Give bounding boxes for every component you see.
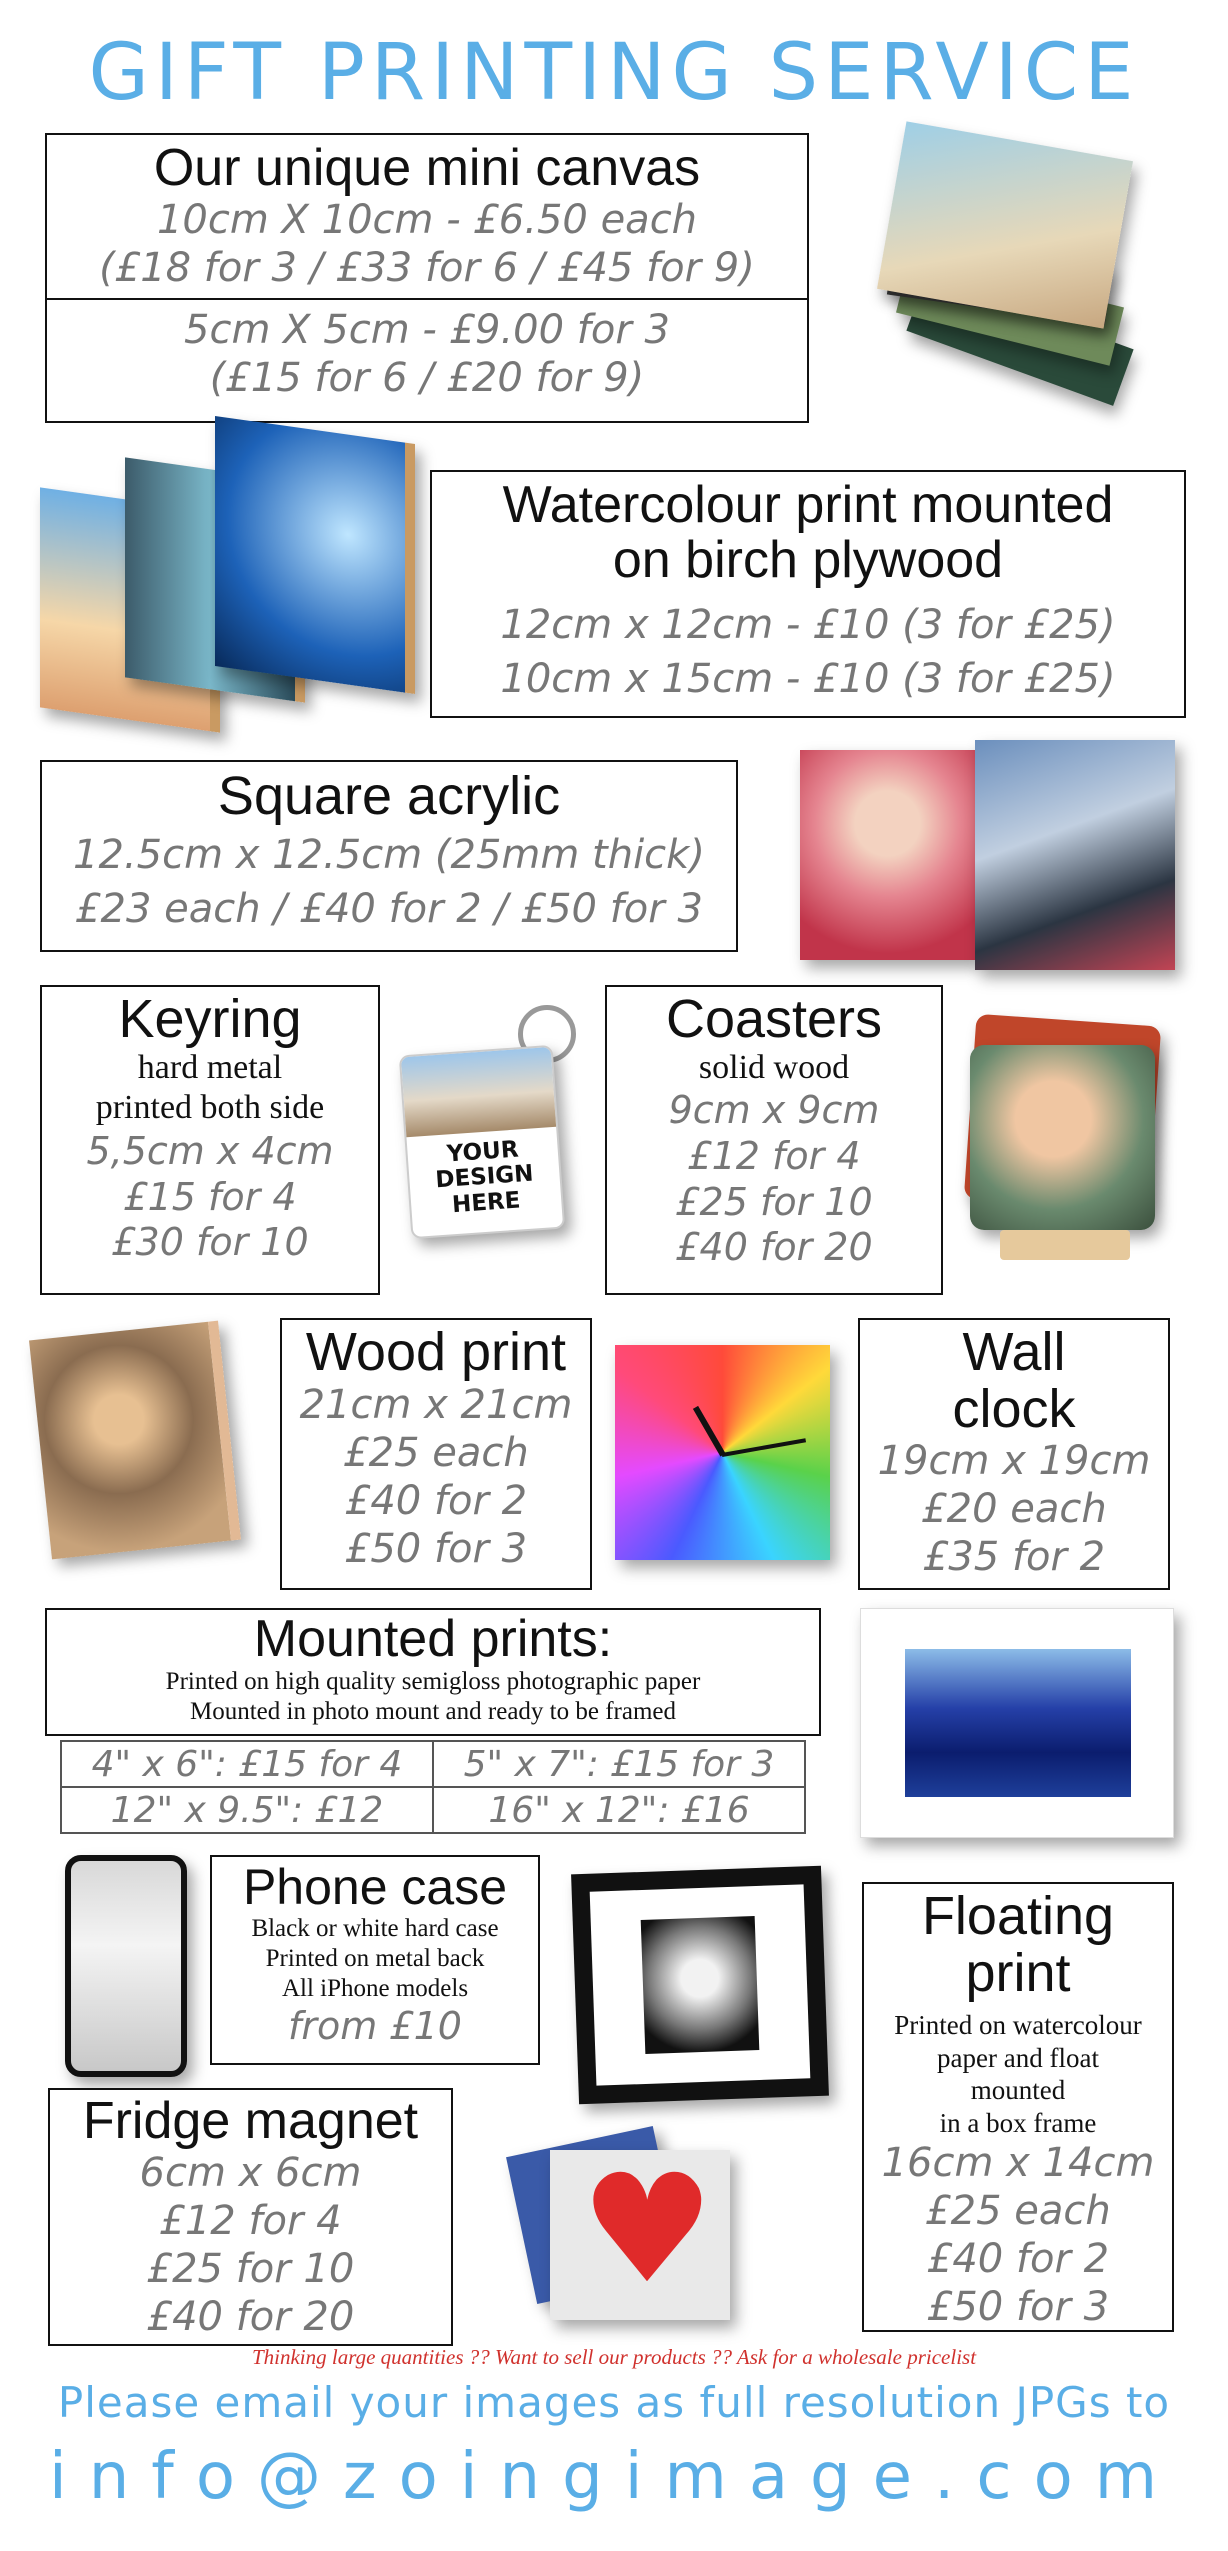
keyring-title: Keyring (118, 989, 302, 1049)
phone-case-desc-2: Printed on metal back (265, 1944, 485, 1972)
wholesale-note: Thinking large quantities ?? Want to sell our products ?? Ask for a wholesale pricelist (251, 2345, 977, 2369)
floating-print-desc-2: paper and float (937, 2042, 1099, 2073)
floating-print-price-2: £40 for 2 (926, 2235, 1110, 2282)
mounted-print-image (860, 1608, 1174, 1838)
coasters-size: 9cm x 9cm (668, 1088, 880, 1133)
coasters-title: Coasters (665, 989, 883, 1049)
fridge-magnet-price-1: £12 for 4 (159, 2197, 342, 2244)
mini-canvas-divider (47, 298, 807, 300)
floating-print-title-1: Floating (921, 1886, 1115, 1946)
page-title: GIFT PRINTING SERVICE (88, 28, 1140, 118)
floating-print-price-3: £50 for 3 (926, 2283, 1110, 2330)
wood-print-box (280, 1318, 592, 1590)
table-cell: 5" x 7": £15 for 3 (433, 1741, 805, 1787)
wood-print-price-2: £40 for 2 (344, 1477, 528, 1524)
mini-canvas-line4: (£15 for 6 / £20 for 9) (209, 354, 645, 401)
wall-clock-price-2: £35 for 2 (922, 1534, 1106, 1581)
floating-print-size: 16cm x 14cm (881, 2139, 1155, 2186)
keyring-price-1: £15 for 4 (123, 1174, 297, 1219)
acrylic-image-family (975, 740, 1175, 970)
mini-canvas-title: Our unique mini canvas (153, 139, 701, 197)
watercolour-title-1: Watercolour print mounted (502, 476, 1114, 534)
wall-clock-image (615, 1345, 830, 1560)
watercolour-title-2: on birch plywood (612, 530, 1004, 589)
fridge-magnet-box (48, 2088, 453, 2346)
floating-print-title-2: print (965, 1942, 1071, 2003)
coasters-price-3: £40 for 20 (675, 1225, 873, 1270)
keyring-desc-1: hard metal (137, 1048, 283, 1086)
phone-case-title: Phone case (242, 1859, 508, 1915)
phone-case-box (210, 1855, 540, 2065)
floating-print-price-1: £25 each (925, 2187, 1111, 2234)
coasters-image (960, 1020, 1170, 1270)
acrylic-line1: 12.5cm x 12.5cm (25mm thick) (73, 831, 705, 878)
fridge-magnet-size: 6cm x 6cm (139, 2149, 362, 2196)
phone-case-price: from £10 (288, 2003, 462, 2048)
floating-print-desc-4: in a box frame (939, 2107, 1097, 2138)
acrylic-image-baby (800, 750, 975, 960)
floating-print-box (862, 1882, 1174, 2332)
wall-clock-box (858, 1318, 1170, 1590)
coasters-price-2: £25 for 10 (675, 1179, 873, 1224)
wood-print-title: Wood print (305, 1322, 567, 1382)
watercolour-box (430, 470, 1186, 718)
mini-canvas-line1: 10cm X 10cm - £6.50 each (156, 196, 698, 243)
wall-clock-size: 19cm x 19cm (877, 1438, 1151, 1485)
coasters-price-1: £12 for 4 (687, 1134, 861, 1179)
mounted-prints-desc-1: Printed on high quality semigloss photographic paper (165, 1667, 701, 1695)
fridge-magnet-price-3: £40 for 20 (146, 2293, 355, 2340)
coasters-desc: solid wood (698, 1048, 850, 1086)
wall-clock-title-2: clock (952, 1378, 1076, 1439)
heart-icon: ♥ (580, 2143, 715, 2317)
table-row (61, 1741, 805, 1787)
keyring-box (40, 985, 380, 1295)
acrylic-line2: £23 each / £40 for 2 / £50 for 3 (75, 885, 703, 932)
clock-hand-hour (693, 1406, 726, 1457)
mounted-prints-title: Mounted prints: (253, 1610, 613, 1668)
keyring-tag-text: YOUR DESIGN HERE (434, 1136, 535, 1218)
mounted-prints-table (60, 1740, 806, 1834)
watercolour-line2: 10cm x 15cm - £10 (3 for £25) (500, 656, 1116, 703)
phone-case-desc-3: All iPhone models (281, 1974, 469, 2002)
keyring-desc-2: printed both side (95, 1089, 325, 1127)
coasters-box (605, 985, 943, 1295)
fridge-magnet-price-2: £25 for 10 (146, 2245, 355, 2292)
birch-plywood-image (40, 430, 420, 730)
table-cell: 4" x 6": £15 for 4 (61, 1741, 433, 1787)
box-frame-image (571, 1866, 829, 2105)
table-cell: 12" x 9.5": £12 (61, 1787, 433, 1833)
keyring-price-2: £30 for 10 (111, 1220, 309, 1265)
wall-clock-title-1: Wall (962, 1322, 1066, 1382)
mini-canvas-image (870, 140, 1170, 440)
wood-print-size: 21cm x 21cm (299, 1381, 573, 1428)
mounted-prints-box (45, 1608, 821, 1736)
email-instruction: Please email your images as full resolution JPGs to (57, 2378, 1171, 2427)
email-link[interactable]: info@zoingimage.com (48, 2440, 1180, 2514)
phone-case-image (65, 1855, 187, 2077)
keyring-size: 5,5cm x 4cm (86, 1129, 334, 1174)
fridge-magnet-image (510, 2130, 750, 2330)
floating-print-desc-1: Printed on watercolour (894, 2010, 1142, 2041)
mini-canvas-line2: (£18 for 3 / £33 for 6 / £45 for 9) (99, 244, 755, 291)
wood-print-image (29, 1321, 241, 1560)
clock-hand-minute (722, 1438, 806, 1457)
wall-clock-price-1: £20 each (921, 1486, 1107, 1533)
table-cell: 16" x 12": £16 (433, 1787, 805, 1833)
acrylic-box (40, 760, 738, 952)
mini-canvas-box (45, 133, 809, 423)
wood-print-price-3: £50 for 3 (344, 1525, 528, 1572)
keyring-image (400, 1005, 580, 1235)
table-row (61, 1787, 805, 1833)
watercolour-line1: 12cm x 12cm - £10 (3 for £25) (500, 602, 1116, 649)
fridge-magnet-title: Fridge magnet (82, 2092, 419, 2150)
floating-print-desc-3: mounted (970, 2075, 1066, 2106)
acrylic-title: Square acrylic (217, 766, 561, 826)
mounted-prints-desc-2: Mounted in photo mount and ready to be framed (190, 1697, 676, 1725)
wood-print-price-1: £25 each (343, 1429, 529, 1476)
phone-case-desc-1: Black or white hard case (251, 1914, 499, 1942)
mini-canvas-line3: 5cm X 5cm - £9.00 for 3 (184, 306, 670, 353)
